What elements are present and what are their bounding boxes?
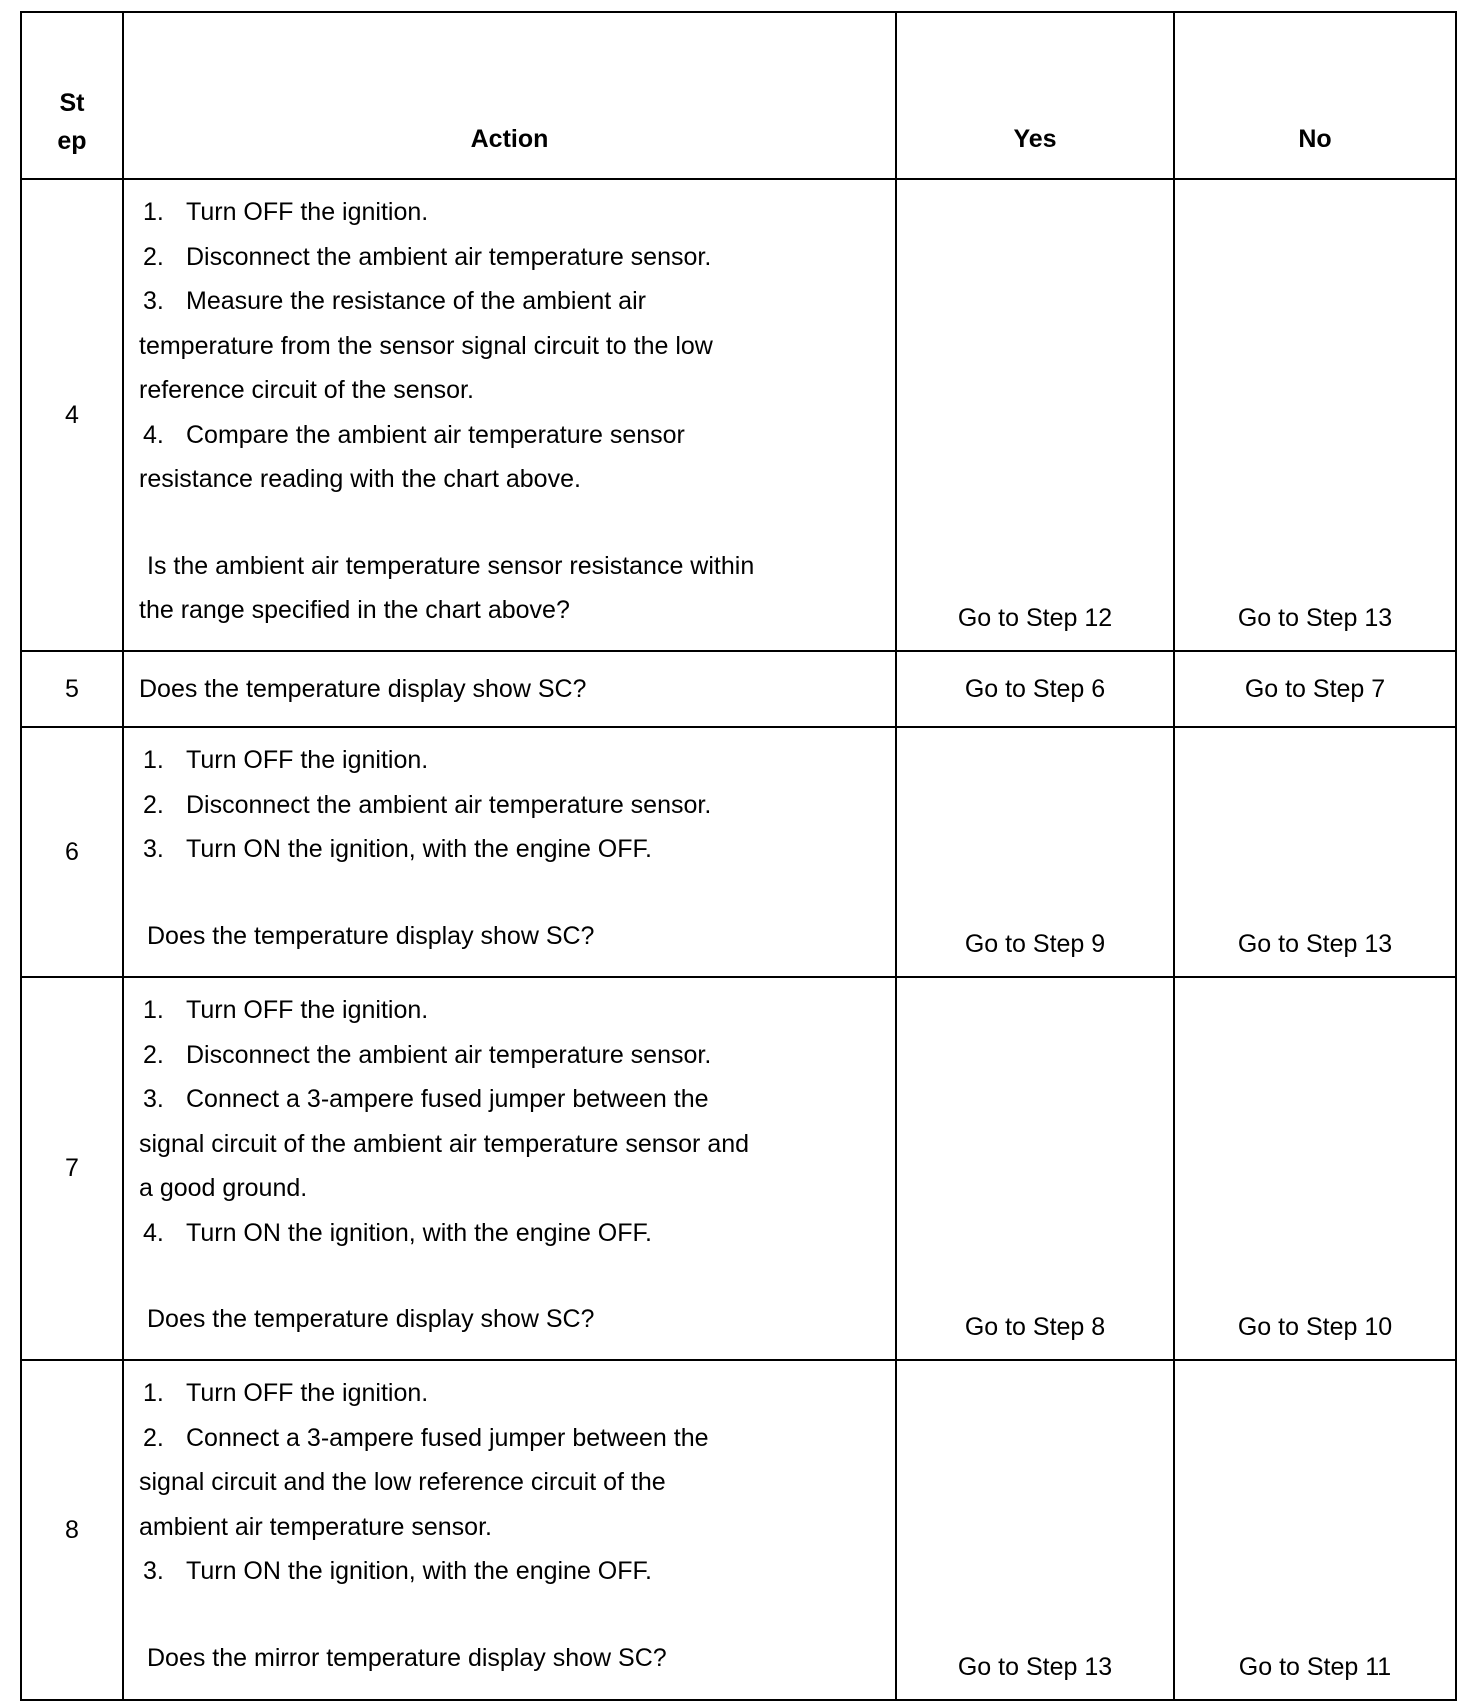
action-item: 2. Disconnect the ambient air temperature sensor. (143, 790, 712, 819)
action-cell (123, 1360, 896, 1700)
action-item: 2. Disconnect the ambient air temperature sensor. (143, 1040, 712, 1069)
table-row (21, 977, 1456, 1360)
action-continuation: ambient air temperature sensor. (139, 1512, 492, 1541)
action-item: 1. Turn OFF the ignition. (143, 996, 429, 1024)
yes-link[interactable]: Go to Step 9 (896, 727, 1174, 977)
action-item: 4. Turn ON the ignition, with the engine OFF. (143, 1218, 652, 1247)
no-link[interactable]: Go to Step 13 (1174, 727, 1456, 977)
no-link[interactable]: Go to Step 13 (1174, 179, 1456, 651)
yes-link[interactable]: Go to Step 8 (896, 977, 1174, 1360)
question-text: the range specified in the chart above? (139, 596, 570, 624)
action-item: 3. Turn ON the ignition, with the engine OFF. (143, 1557, 652, 1585)
table-row (21, 651, 1456, 727)
no-link[interactable]: Go to Step 10 (1174, 977, 1456, 1360)
question-text: Does the temperature display show SC? (147, 921, 595, 950)
diagnostic-table (20, 11, 1457, 1701)
action-cell (123, 727, 896, 977)
no-link[interactable]: Go to Step 7 (1174, 651, 1456, 727)
question-text: Does the temperature display show SC? (139, 674, 587, 703)
action-item: 2. Connect a 3-ampere fused jumper between the (143, 1423, 709, 1452)
header-step: St ep (21, 12, 123, 179)
table-row (21, 1360, 1456, 1700)
step-number: 8 (21, 1360, 123, 1700)
action-item: 1. Turn OFF the ignition. (143, 746, 429, 774)
action-item: 2. Disconnect the ambient air temperature sensor. (143, 242, 712, 271)
step-number: 5 (21, 651, 123, 727)
action-continuation: temperature from the sensor signal circuit to the low (139, 331, 713, 360)
yes-link[interactable]: Go to Step 13 (896, 1360, 1174, 1700)
no-link[interactable]: Go to Step 11 (1174, 1360, 1456, 1700)
action-cell (123, 179, 896, 651)
step-number: 7 (21, 977, 123, 1360)
action-cell (123, 977, 896, 1360)
header-yes: Yes (896, 12, 1174, 179)
action-item: 3. Measure the resistance of the ambient air (143, 287, 646, 315)
header-no: No (1174, 12, 1456, 179)
action-continuation: signal circuit and the low reference circuit of the (139, 1468, 666, 1496)
action-item: 1. Turn OFF the ignition. (143, 1379, 429, 1407)
action-continuation: reference circuit of the sensor. (139, 376, 474, 404)
step-number: 4 (21, 179, 123, 651)
action-item: 4. Compare the ambient air temperature sensor (143, 420, 685, 449)
header-row (21, 12, 1456, 179)
action-item: 1. Turn OFF the ignition. (143, 198, 429, 226)
yes-link[interactable]: Go to Step 6 (896, 651, 1174, 727)
action-continuation: signal circuit of the ambient air temperature sensor and (139, 1129, 750, 1158)
question-text: Does the mirror temperature display show SC? (147, 1643, 667, 1672)
step-number: 6 (21, 727, 123, 977)
question-text: Does the temperature display show SC? (147, 1305, 595, 1333)
action-cell (123, 651, 896, 727)
action-continuation: resistance reading with the chart above. (139, 465, 581, 493)
question-text: Is the ambient air temperature sensor resistance within (147, 551, 755, 580)
table-row (21, 179, 1456, 651)
table-row (21, 727, 1456, 977)
action-item: 3. Connect a 3-ampere fused jumper between the (143, 1085, 709, 1113)
action-item: 3. Turn ON the ignition, with the engine OFF. (143, 835, 652, 863)
yes-link[interactable]: Go to Step 12 (896, 179, 1174, 651)
header-action: Action (123, 12, 896, 179)
action-continuation: a good ground. (139, 1174, 308, 1202)
